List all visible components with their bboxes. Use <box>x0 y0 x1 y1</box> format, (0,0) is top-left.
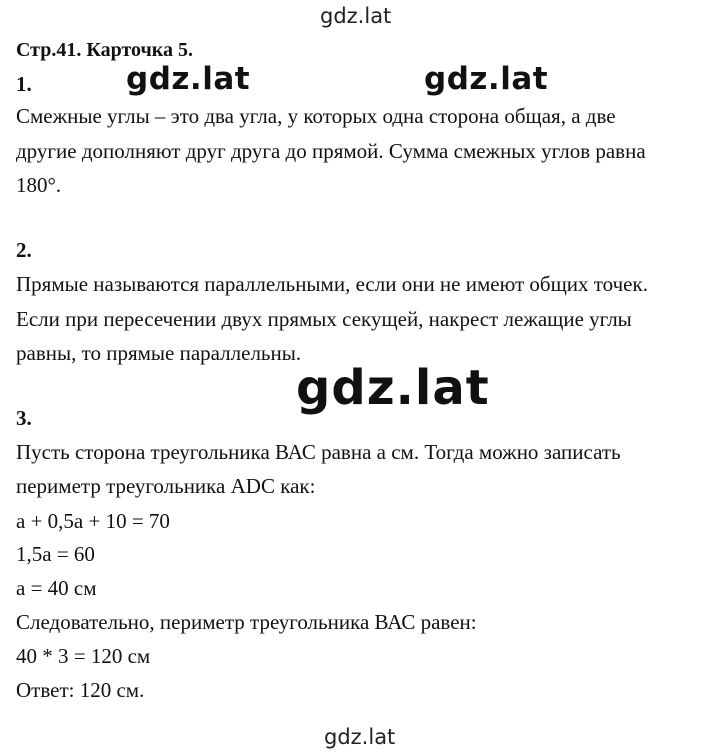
watermark-top: gdz.lat <box>320 4 392 28</box>
section-3-equation-3: a = 40 см <box>16 576 97 600</box>
page-title: Стр.41. Карточка 5. <box>16 39 194 61</box>
section-3-equation-2: 1,5a = 60 <box>16 542 95 566</box>
section-3-line-2: периметр треугольника ADC как: <box>16 474 316 498</box>
section-3-number: 3. <box>16 406 32 430</box>
section-1-line-1: Смежные углы – это два угла, у которых одна сторона общая, а две <box>16 104 616 128</box>
section-2-number: 2. <box>16 238 32 262</box>
section-3-answer: Ответ: 120 см. <box>16 678 145 702</box>
section-1-number: 1. <box>16 72 32 96</box>
section-3-equation-4: 40 * 3 = 120 см <box>16 644 151 668</box>
section-2-line-1: Прямые называются параллельными, если они не имеют общих точек. <box>16 272 648 296</box>
section-1-line-2: другие дополняют друг друга до прямой. Сумма смежных углов равна <box>16 139 646 163</box>
section-3-line-1: Пусть сторона треугольника ВАС равна а см. Тогда можно записать <box>16 440 621 464</box>
section-2-line-2: Если при пересечении двух прямых секущей, накрест лежащие углы <box>16 307 632 331</box>
watermark-right-header: gdz.lat <box>424 61 549 97</box>
section-2-line-3: равны, то прямые параллельны. <box>16 341 302 365</box>
section-3-line-6: Следовательно, периметр треугольника ВАС равен: <box>16 610 477 634</box>
watermark-center: gdz.lat <box>296 360 490 416</box>
watermark-left-header: gdz.lat <box>126 61 251 97</box>
section-3-equation-1: a + 0,5a + 10 = 70 <box>16 509 170 533</box>
section-1-line-3: 180°. <box>16 173 62 197</box>
watermark-bottom: gdz.lat <box>324 725 396 749</box>
